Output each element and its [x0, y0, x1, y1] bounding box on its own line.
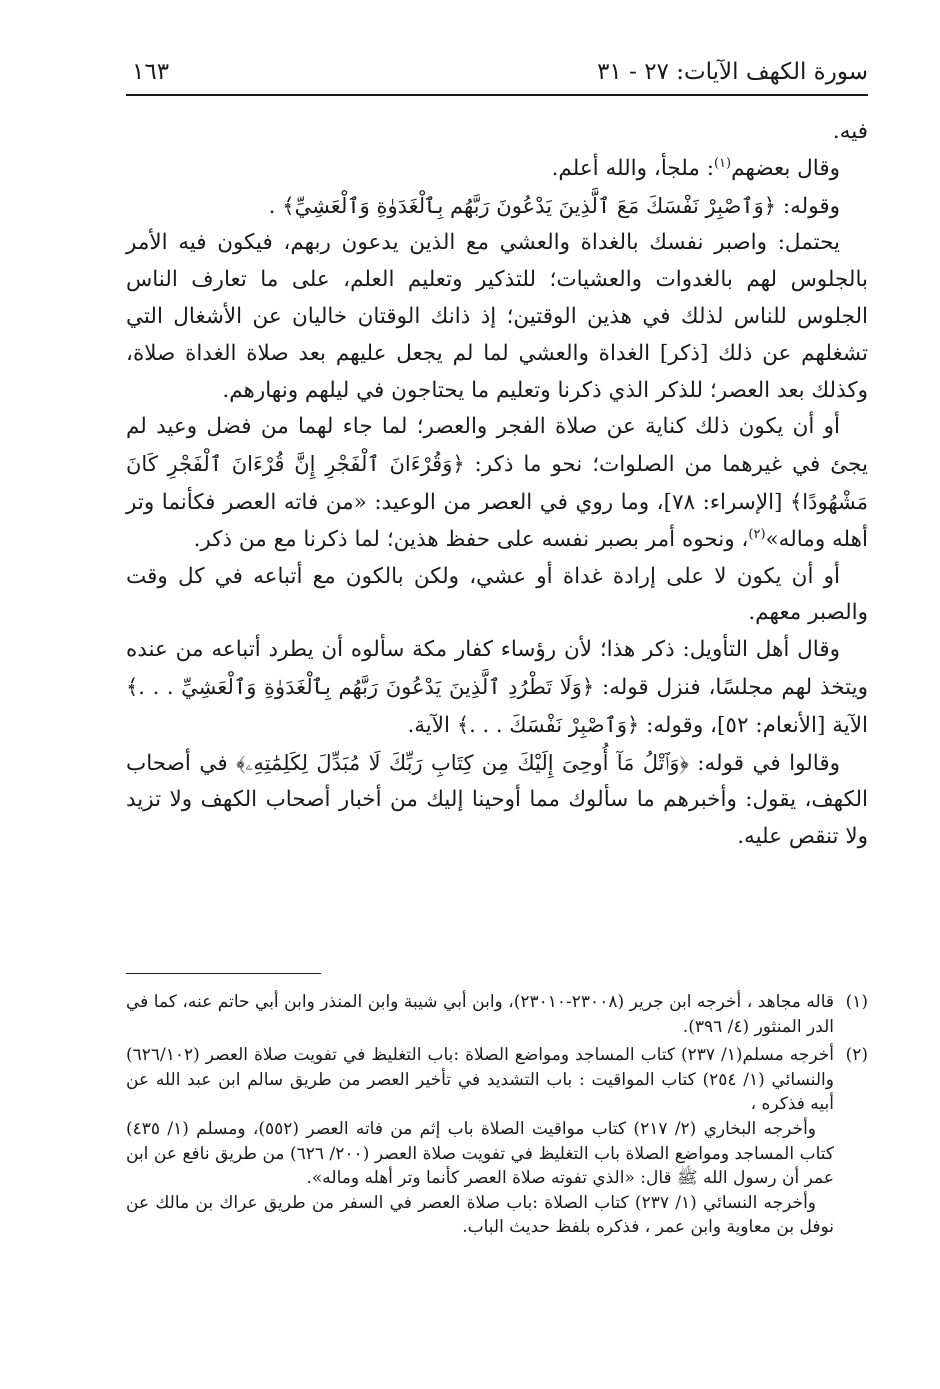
- footnote-1-text: قاله مجاهد ، أخرجه ابن جرير (٢٣٠٠٨-٢٣٠١٠)، وابن أبي شيبة وابن المنذر وابن أبي حاتم عنه، كما في الدر المنثور (٤/ ٣٩٦).: [126, 992, 834, 1037]
- footnote-2: [126, 1043, 868, 1240]
- paragraph-7-text-b: الآية [الأنعام: ٥٢]، وقوله:: [639, 712, 868, 738]
- paragraph-7-text-c: الآية.: [407, 712, 457, 738]
- paragraph-8: [126, 745, 868, 856]
- paragraph-4-text: يحتمل: واصبر نفسك بالغداة والعشي مع الذين يدعون ربهم، فيكون فيه الأمر بالجلوس لهم بالغدوات والعشيات؛ للتذكير وتعليم العلم، على ما تعارف الناس الجلوس للناس لذلك في هذين الوقتين؛ إذ ذانك الوقتان خاليان عن الأشغال التي تشغلهم عن ذلك [ذكر] الغداة والعشي لما لم يجعل عليهم بعد صلاة الغداة صلاة، وكذلك بعد العصر؛ للذكر الذي ذكرنا وتعليم ما يحتاجون في ليلهم ونهارهم.: [126, 230, 868, 403]
- footnote-2-text-3: وأخرجه النسائي (١/ ٢٣٧) كتاب الصلاة :باب صلاة العصر في السفر من طريق عراك بن مالك عن نوفل بن معاوية وابن عمر ، فذكره بلفظ حديث الباب.: [126, 1192, 834, 1238]
- footnote-1-number: (١): [845, 992, 868, 1012]
- book-page: [126, 0, 868, 1389]
- paragraph-7: [126, 632, 868, 744]
- paragraph-5: [126, 409, 868, 558]
- paragraph-2: [126, 151, 868, 188]
- main-text: [126, 114, 868, 856]
- paragraph-5-text-a: أو أن يكون ذلك كناية عن صلاة الفجر والعصر؛ لما جاء لهما من فضل وعيد لم يجئ في غيرهما من الصلوات؛ نحو ما ذكر:: [126, 414, 868, 478]
- quran-verse-2: ﴿وَقُرْءَانَ ٱلْفَجْرِ إِنَّ قُرْءَانَ ٱلْفَجْرِ كَانَ مَشْهُودًا﴾: [126, 452, 869, 514]
- running-head: [126, 56, 868, 92]
- footnotes: [126, 990, 868, 1244]
- footnote-ref-1[interactable]: (١): [713, 155, 732, 171]
- paragraph-3: [126, 188, 868, 226]
- header-rule: [126, 94, 868, 96]
- footnote-1: [126, 990, 868, 1039]
- paragraph-2-text-b: : ملجأ، والله أعلم.: [551, 155, 714, 181]
- paragraph-8-text-a: وقالوا في قوله:: [688, 750, 841, 776]
- quran-verse-4: ﴿وَٱصْبِرْ نَفْسَكَ . . .﴾: [456, 712, 640, 737]
- paragraph-6-text: أو أن يكون لا على إرادة غداة أو عشي، ولكن بالكون مع أتباعه في كل وقت والصبر معهم.: [126, 563, 868, 626]
- footnote-ref-2[interactable]: (٢): [748, 526, 766, 542]
- paragraph-5-text-b: [الإسراء: ٧٨]، وما روي في العصر من الوعيد: «من فاته العصر فكأنما وتر أهله وماله»: [126, 489, 868, 552]
- page-number: ١٦٣: [132, 59, 170, 85]
- quran-verse-1: ﴿وَٱصْبِرْ نَفْسَكَ مَعَ ٱلَّذِينَ يَدْعُونَ رَبَّهُم بِٱلْغَدَوٰةِ وَٱلْعَشِيِّ﴾: [282, 193, 777, 218]
- footnote-2-number: (٢): [845, 1045, 868, 1066]
- paragraph-7-text-a: وقال أهل التأويل: ذكر هذا؛ لأن رؤساء كفار مكة سألوه أن يطرد أتباعه من عنده ويتخذ لهم مجلسًا، فنزل قوله:: [126, 637, 868, 700]
- paragraph-1: [126, 114, 868, 151]
- paragraph-4: [126, 225, 868, 409]
- quran-verse-3: ﴿وَلَا تَطْرُدِ ٱلَّذِينَ يَدْعُونَ رَبَّهُم بِٱلْغَدَوٰةِ وَٱلْعَشِيِّ . . .﴾: [126, 674, 595, 699]
- running-head-title: سورة الكهف الآيات: ٢٧ - ٣١: [597, 59, 868, 85]
- paragraph-5-text-c: ، ونحوه أمر بصبر نفسه على حفظ هذين؛ لما ذكرنا مع من ذكر.: [193, 526, 749, 552]
- paragraph-2-text-a: وقال بعضهم: [731, 155, 840, 181]
- paragraph-1-text: فيه.: [832, 119, 868, 144]
- footnote-2-text-2: وأخرجه البخاري (٢/ ٢١٧) كتاب مواقيت الصلاة باب إثم من فاته العصر (٥٥٢)، ومسلم (١/ ٤٣٥) كتاب المساجد ومواضع الصلاة باب التغليظ في تفويت صلاة العصر (٢٠٠/ ٦٢٦) من طريق نافع عن ابن عمر أن رسول الله ﷺ قال: «الذي تفوته صلاة العصر كأنما وتر أهله وماله».: [126, 1118, 834, 1189]
- paragraph-8-text-b: في أصحاب الكهف، يقول: وأخبرهم ما سألوك مما أوحينا إليك من أخبار أصحاب الكهف ولا تزيد ولا تنقص عليه.: [126, 750, 868, 850]
- paragraph-6: [126, 559, 868, 633]
- quran-verse-5: ﴿وَٱتْلُ مَآ أُوحِىَ إِلَيْكَ مِن كِتَابِ رَبِّكَ لَا مُبَدِّلَ لِكَلِمَٰتِهِۦ﴾: [236, 750, 689, 775]
- paragraph-3-text-b: .: [268, 193, 283, 219]
- footnote-separator: [126, 973, 321, 974]
- paragraph-3-text-a: وقوله:: [776, 193, 840, 219]
- footnote-2-text-1: أخرجه مسلم(١/ ٢٣٧) كتاب المساجد ومواضع الصلاة :باب التغليظ في تفويت صلاة العصر (٦٢٦/١٠٢) والنسائي (١/ ٢٥٤) كتاب المواقيت : باب التشديد في تأخير العصر من طريق سالم ابن عبد الله عن أبيه فذكره ،: [126, 1045, 835, 1115]
